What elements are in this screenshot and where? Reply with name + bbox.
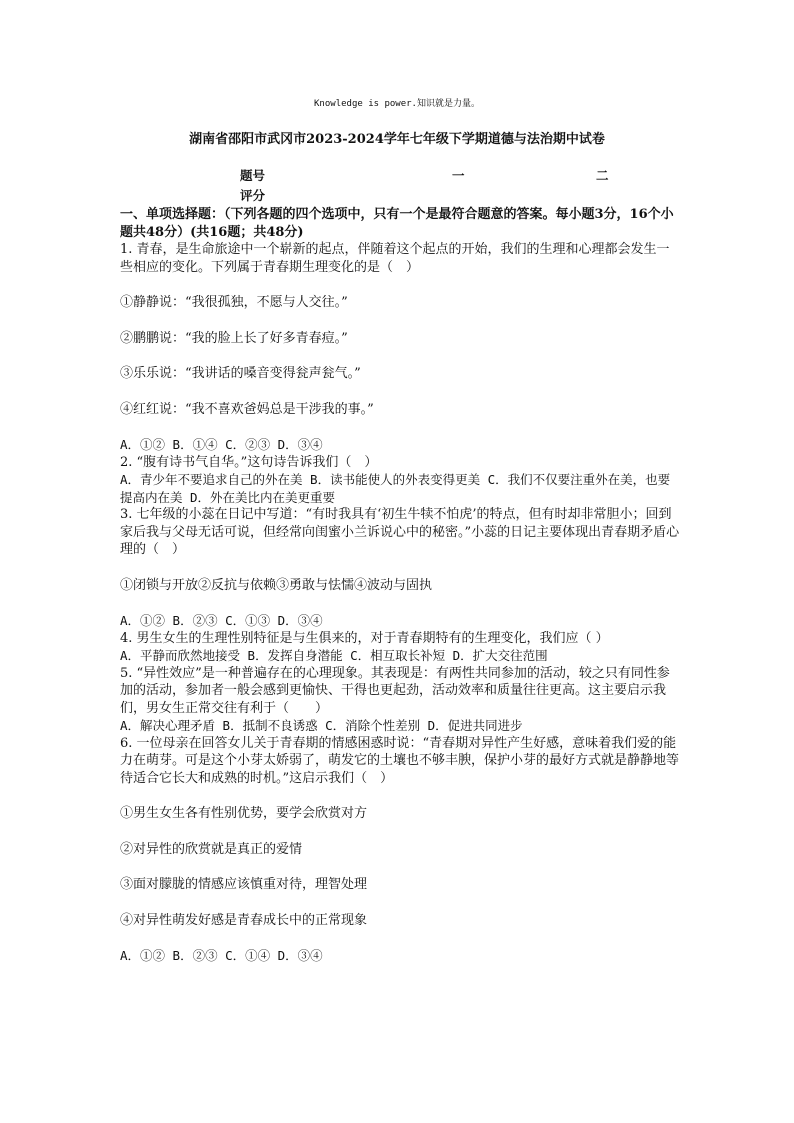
score-header-part-1: 一: [452, 168, 465, 183]
question-item: ③面对朦胧的情感应该慎重对待，理智处理: [120, 877, 368, 892]
question-options: A．①② B．②③ C．①④ D．③④: [120, 948, 323, 963]
exam-title: 湖南省邵阳市武冈市2023-2024学年七年级下学期道德与法治期中试卷: [189, 132, 605, 147]
section-heading: 一、单项选择题：（下列各题的四个选项中，只有一个是最符合题意的答案。每小题3分，16个小题共48分）(共16题；共48分): [120, 207, 674, 240]
question-options: A．①② B．①④ C．②③ D．③④: [120, 437, 323, 452]
question-item: ④对异性萌发好感是青春成长中的正常现象: [120, 912, 368, 928]
question-item: ①闭锁与开放②反抗与依赖③勇敢与怯懦④波动与固执: [120, 577, 433, 593]
question-item: ②鹏鹏说：“我的脸上长了好多青春痘。”: [120, 330, 348, 346]
question-stem: 4. 男生女生的生理性别特征是与生俱来的，对于青春期特有的生理变化，我们应（ ）: [120, 630, 609, 646]
question-options: A．解决心理矛盾 B．抵制不良诱惑 C．消除个性差别 D．促进共同进步: [120, 718, 523, 733]
score-row-number: [240, 166, 620, 186]
score-label: 评分: [240, 188, 266, 203]
question-item: ①静静说：“我很孤独，不愿与人交往。”: [120, 295, 348, 310]
question-stem: 6. 一位母亲在回答女儿关于青春期的情感困惑时说：“青春期对异性产生好感，意味着我们爱的能力在萌芽。可是这个小芽太娇弱了，萌发它的土壤也不够丰腴，保护小芽的最好方式就是静静地等待适合它长大和成熟的时机。”这启示我们（ ）: [120, 735, 680, 786]
score-table: [240, 166, 620, 206]
question-options: A．平静而欣然地接受 B．发挥自身潜能 C．相互取长补短 D．扩大交往范围: [120, 648, 548, 663]
question-stem: 2. “腹有诗书气自华。”这句诗告诉我们（ ）: [120, 454, 378, 470]
header-motto: Knowledge is power.知识就是力量。: [314, 99, 480, 109]
question-options: A．青少年不要追求自己的外在美 B．读书能使人的外表变得更美 C．我们不仅要注重外在美，也要提高内在美 D．外在美比内在美更重要: [120, 472, 671, 505]
score-row-score: [240, 186, 620, 206]
exam-content: [120, 206, 680, 965]
question-stem: 5. “异性效应”是一种普遍存在的心理现象。其表现是：有两性共同参加的活动，较之只有同性参加的活动，参加者一般会感到更愉快、干得也更起劲，活动效率和质量往往更高。这主要启示我们，男女生正常交往有利于（ ）: [120, 665, 670, 716]
score-header-label: 题号: [240, 168, 266, 183]
score-header-part-2: 二: [596, 168, 609, 183]
question-item: ③乐乐说：“我讲话的嗓音变得瓮声瓮气。”: [120, 366, 361, 381]
question-item: ②对异性的欣赏就是真正的爱情: [120, 841, 303, 857]
question-item: ①男生女生各有性别优势，要学会欣赏对方: [120, 806, 368, 821]
question-stem: 3. 七年级的小蕊在日记中写道：“有时我具有‘初生牛犊不怕虎’的特点，但有时却非常胆小；回到家后我与父母无话可说，但经常向闺蜜小兰诉说心中的秘密。”小蕊的日记主要体现出青春期矛盾心理的（ ）: [120, 507, 680, 557]
question-item: ④红红说：“我不喜欢爸妈总是干涉我的事。”: [120, 401, 374, 417]
question-options: A．①② B．②③ C．①③ D．③④: [120, 613, 323, 628]
question-stem: 1. 青春，是生命旅途中一个崭新的起点，伴随着这个起点的开始，我们的生理和心理都会发生一些相应的变化。下列属于青春期生理变化的是（ ）: [120, 242, 670, 275]
